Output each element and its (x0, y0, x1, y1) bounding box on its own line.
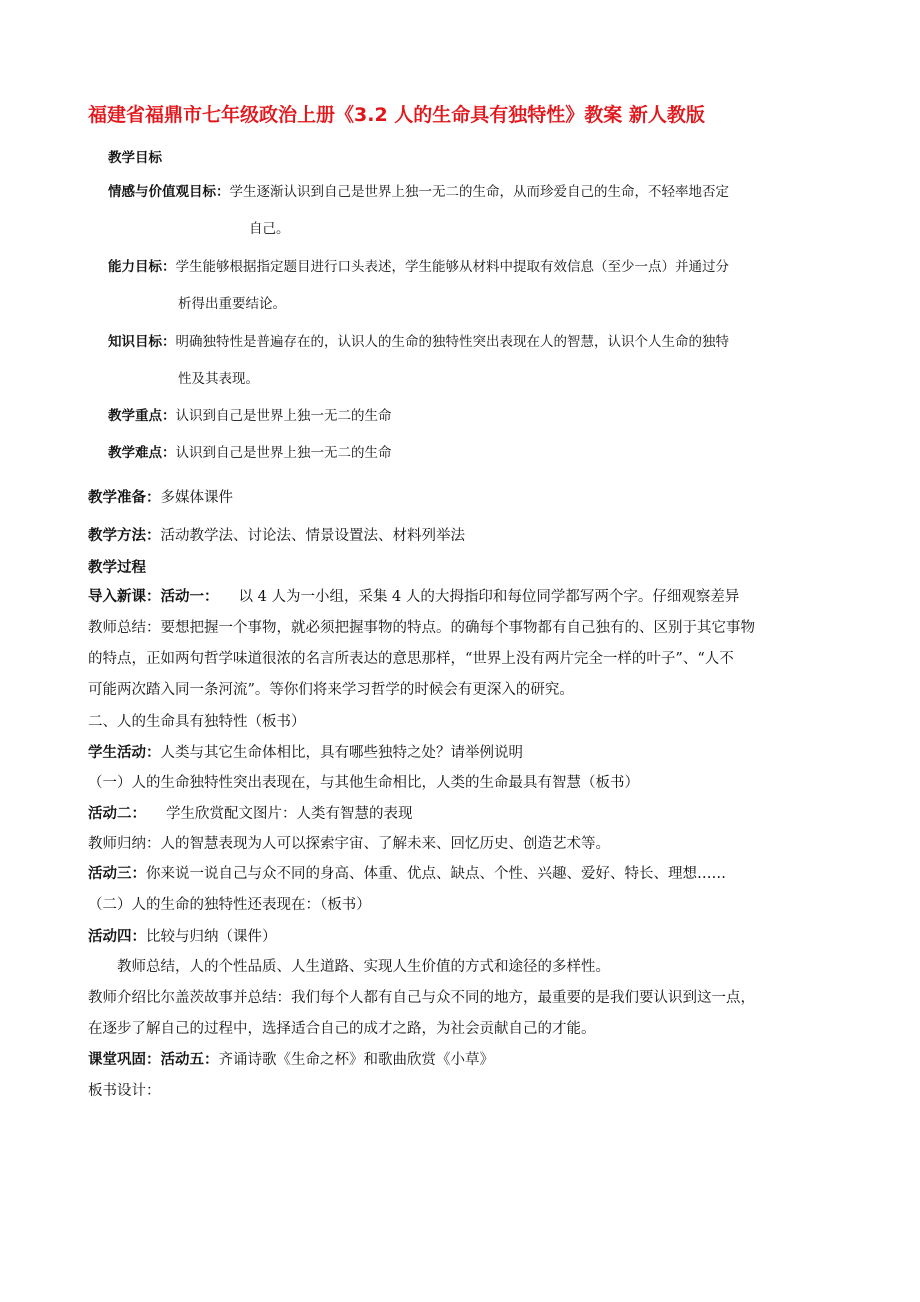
activity-three-text: 你来说一说自己与众不同的身高、体重、优点、缺点、个性、兴趣、爱好、特长、理想…… (146, 866, 726, 882)
activity-three-label: 活动三： (88, 866, 146, 882)
knowledge-objective-label: 知识目标： (108, 334, 176, 350)
emotion-objective-continued: 自己。 (249, 221, 290, 237)
teaching-method (88, 524, 465, 545)
objectives-heading (108, 146, 162, 166)
ability-objective-label: 能力目标： (108, 259, 176, 275)
activity-four-label: 活动四： (88, 929, 146, 945)
teacher-conclusion: 教师归纳：人的智慧表现为人可以探索宇宙、了解未来、回忆历史、创造艺术等。 (88, 836, 610, 852)
knowledge-objective (108, 330, 729, 350)
section-two-heading: 二、人的生命具有独特性（板书） (88, 714, 306, 730)
difficulty-point (108, 441, 392, 461)
consolidation-text: 齐诵诗歌《生命之杯》和歌曲欣赏《小草》 (218, 1052, 494, 1068)
activity-three (88, 862, 726, 883)
consolidation (88, 1048, 494, 1069)
activity-four-text: 比较与归纳（课件） (146, 929, 277, 945)
activity-two-label: 活动二： (88, 806, 146, 822)
teaching-method-text: 活动教学法、讨论法、情景设置法、材料列举法 (160, 528, 465, 544)
document-title: 福建省福鼎市七年级政治上册《3.2 人的生命具有独特性》教案 新人教版 (88, 104, 705, 126)
teacher-summary-line-3: 可能两次踏入同一条河流”。等你们将来学习哲学的时候会有更深入的研究。 (88, 682, 574, 698)
teaching-prep (88, 486, 233, 507)
teaching-prep-text: 多媒体课件 (160, 490, 233, 506)
teaching-prep-label: 教学准备： (88, 490, 161, 506)
key-point (108, 404, 392, 424)
teacher-summary-line-2: 的特点，正如两句哲学味道很浓的名言所表达的意思那样，“世界上没有两片完全一样的叶子”、“人不 (88, 651, 734, 667)
objectives-heading-text: 教学目标 (108, 150, 162, 166)
activity-four (88, 925, 277, 946)
difficulty-point-text: 认识到自己是世界上独一无二的生命 (175, 445, 392, 461)
student-activity-text: 人类与其它生命体相比，具有哪些独特之处？请举例说明 (160, 745, 523, 761)
emotion-objective (108, 180, 729, 200)
point-one: （一）人的生命独特性突出表现在，与其他生命相比，人类的生命最具有智慧（板书） (88, 775, 639, 791)
activity-two (88, 802, 413, 823)
intro-activity (88, 585, 739, 606)
teaching-method-label: 教学方法： (88, 528, 161, 544)
knowledge-objective-continued: 性及其表现。 (178, 371, 259, 387)
board-design: 板书设计： (88, 1083, 161, 1099)
intro-activity-text: 以 4 人为一小组，采集 4 人的大拇指印和每位同学都写两个字。仔细观察差异 (238, 589, 740, 605)
student-activity-label: 学生活动： (88, 745, 161, 761)
teacher-summary-2: 教师总结，人的个性品质、人生道路、实现人生价值的方式和途径的多样性。 (117, 959, 610, 975)
knowledge-objective-text: 明确独特性是普遍存在的，认识人的生命的独特性突出表现在人的智慧，认识个人生命的独特 (175, 334, 729, 350)
ability-objective-continued: 析得出重要结论。 (178, 296, 286, 312)
teacher-story-line-1: 教师介绍比尔盖茨故事并总结：我们每个人都有自己与众不同的地方，最重要的是我们要认识到这一点， (88, 990, 755, 1006)
ability-objective (108, 255, 729, 275)
point-two: （二）人的生命的独特性还表现在：（板书） (88, 897, 371, 913)
activity-two-text: 学生欣赏配文图片：人类有智慧的表现 (166, 806, 413, 822)
key-point-text: 认识到自己是世界上独一无二的生命 (175, 408, 392, 424)
process-heading: 教学过程 (88, 560, 146, 576)
consolidation-label: 课堂巩固：活动五： (88, 1052, 219, 1068)
intro-activity-label: 导入新课：活动一： (88, 589, 219, 605)
teacher-story-line-2: 在逐步了解自己的过程中，选择适合自己的成才之路，为社会贡献自己的才能。 (88, 1021, 596, 1037)
difficulty-point-label: 教学难点： (108, 445, 176, 461)
emotion-objective-text: 学生逐渐认识到自己是世界上独一无二的生命，从而珍爱自己的生命，不轻率地否定 (229, 184, 729, 200)
ability-objective-text: 学生能够根据指定题目进行口头表述，学生能够从材料中提取有效信息（至少一点）并通过分 (175, 259, 729, 275)
key-point-label: 教学重点： (108, 408, 176, 424)
emotion-objective-label: 情感与价值观目标： (108, 184, 230, 200)
student-activity (88, 741, 523, 762)
teacher-summary-line-1: 教师总结：要想把握一个事物，就必须把握事物的特点。的确每个事物都有自己独有的、区别于其它事物 (88, 620, 755, 636)
